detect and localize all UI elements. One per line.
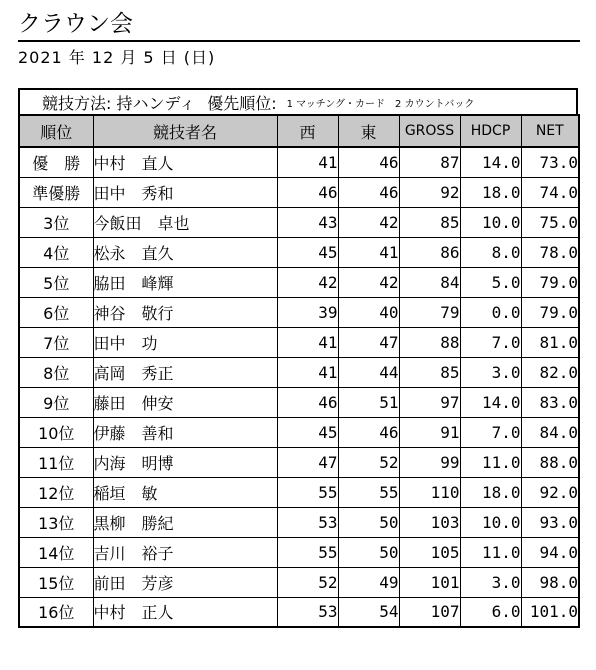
player-name-cell: 黒柳 勝紀 <box>93 507 277 537</box>
handicap-cell: 10.0 <box>460 507 521 537</box>
west-score-cell: 55 <box>277 477 338 507</box>
table-row <box>19 567 579 597</box>
table-row <box>19 207 579 237</box>
east-score-cell: 42 <box>338 207 399 237</box>
gross-score-cell: 97 <box>399 387 460 417</box>
competition-method-label: 競技方法: 持ハンディ <box>42 93 196 113</box>
gross-score-cell: 87 <box>399 147 460 177</box>
net-score-cell: 94.0 <box>521 537 579 567</box>
rank-cell: 7位 <box>19 327 93 357</box>
gross-score-cell: 85 <box>399 357 460 387</box>
east-score-cell: 50 <box>338 507 399 537</box>
handicap-cell: 14.0 <box>460 147 521 177</box>
rank-cell: 11位 <box>19 447 93 477</box>
net-score-cell: 82.0 <box>521 357 579 387</box>
east-score-cell: 49 <box>338 567 399 597</box>
gross-score-cell: 86 <box>399 237 460 267</box>
east-score-cell: 54 <box>338 597 399 627</box>
handicap-cell: 5.0 <box>460 267 521 297</box>
header-hdcp: HDCP <box>460 115 521 147</box>
east-score-cell: 51 <box>338 387 399 417</box>
east-score-cell: 47 <box>338 327 399 357</box>
table-row <box>19 297 579 327</box>
handicap-cell: 11.0 <box>460 537 521 567</box>
east-score-cell: 52 <box>338 447 399 477</box>
gross-score-cell: 79 <box>399 297 460 327</box>
gross-score-cell: 103 <box>399 507 460 537</box>
player-name-cell: 藤田 伸安 <box>93 387 277 417</box>
west-score-cell: 46 <box>277 177 338 207</box>
net-score-cell: 75.0 <box>521 207 579 237</box>
handicap-cell: 7.0 <box>460 417 521 447</box>
handicap-cell: 10.0 <box>460 207 521 237</box>
handicap-cell: 18.0 <box>460 477 521 507</box>
net-score-cell: 83.0 <box>521 387 579 417</box>
west-score-cell: 45 <box>277 237 338 267</box>
rank-cell: 準優勝 <box>19 177 93 207</box>
rank-cell: 4位 <box>19 237 93 267</box>
header-gross: GROSS <box>399 115 460 147</box>
competition-method-bar <box>18 88 578 114</box>
net-score-cell: 79.0 <box>521 297 579 327</box>
west-score-cell: 43 <box>277 207 338 237</box>
handicap-cell: 6.0 <box>460 597 521 627</box>
net-score-cell: 84.0 <box>521 417 579 447</box>
table-row <box>19 537 579 567</box>
handicap-cell: 18.0 <box>460 177 521 207</box>
handicap-cell: 0.0 <box>460 297 521 327</box>
header-east: 東 <box>338 115 399 147</box>
gross-score-cell: 107 <box>399 597 460 627</box>
gross-score-cell: 110 <box>399 477 460 507</box>
east-score-cell: 44 <box>338 357 399 387</box>
handicap-cell: 3.0 <box>460 567 521 597</box>
net-score-cell: 101.0 <box>521 597 579 627</box>
title-underline <box>18 40 580 42</box>
west-score-cell: 46 <box>277 387 338 417</box>
handicap-cell: 14.0 <box>460 387 521 417</box>
west-score-cell: 47 <box>277 447 338 477</box>
rank-cell: 10位 <box>19 417 93 447</box>
net-score-cell: 98.0 <box>521 567 579 597</box>
net-score-cell: 93.0 <box>521 507 579 537</box>
rank-cell: 15位 <box>19 567 93 597</box>
table-row <box>19 237 579 267</box>
player-name-cell: 高岡 秀正 <box>93 357 277 387</box>
rank-cell: 優 勝 <box>19 147 93 177</box>
west-score-cell: 53 <box>277 597 338 627</box>
net-score-cell: 92.0 <box>521 477 579 507</box>
gross-score-cell: 99 <box>399 447 460 477</box>
east-score-cell: 41 <box>338 237 399 267</box>
east-score-cell: 46 <box>338 177 399 207</box>
player-name-cell: 田中 秀和 <box>93 177 277 207</box>
net-score-cell: 88.0 <box>521 447 579 477</box>
header-rank: 順位 <box>19 115 93 147</box>
handicap-cell: 11.0 <box>460 447 521 477</box>
net-score-cell: 74.0 <box>521 177 579 207</box>
player-name-cell: 稲垣 敏 <box>93 477 277 507</box>
east-score-cell: 50 <box>338 537 399 567</box>
west-score-cell: 42 <box>277 267 338 297</box>
gross-score-cell: 101 <box>399 567 460 597</box>
table-row <box>19 357 579 387</box>
rank-cell: 3位 <box>19 207 93 237</box>
east-score-cell: 46 <box>338 147 399 177</box>
priority-label: 優先順位: <box>207 93 277 113</box>
page-title: クラウン会 <box>18 11 133 37</box>
net-score-cell: 81.0 <box>521 327 579 357</box>
player-name-cell: 内海 明博 <box>93 447 277 477</box>
player-name-cell: 中村 正人 <box>93 597 277 627</box>
event-date: 2021 年 12 月 5 日 (日) <box>18 48 216 67</box>
handicap-cell: 7.0 <box>460 327 521 357</box>
rank-cell: 6位 <box>19 297 93 327</box>
table-row <box>19 147 579 177</box>
net-score-cell: 73.0 <box>521 147 579 177</box>
west-score-cell: 53 <box>277 507 338 537</box>
player-name-cell: 松永 直久 <box>93 237 277 267</box>
handicap-cell: 3.0 <box>460 357 521 387</box>
east-score-cell: 42 <box>338 267 399 297</box>
priority-list: 1 マッチング・カード 2 カウントバック <box>286 98 475 110</box>
player-name-cell: 伊藤 善和 <box>93 417 277 447</box>
table-row <box>19 177 579 207</box>
west-score-cell: 55 <box>277 537 338 567</box>
player-name-cell: 吉川 裕子 <box>93 537 277 567</box>
east-score-cell: 46 <box>338 417 399 447</box>
handicap-cell: 8.0 <box>460 237 521 267</box>
west-score-cell: 41 <box>277 147 338 177</box>
west-score-cell: 41 <box>277 327 338 357</box>
player-name-cell: 田中 功 <box>93 327 277 357</box>
player-name-cell: 中村 直人 <box>93 147 277 177</box>
player-name-cell: 今飯田 卓也 <box>93 207 277 237</box>
gross-score-cell: 92 <box>399 177 460 207</box>
rank-cell: 9位 <box>19 387 93 417</box>
table-row <box>19 447 579 477</box>
net-score-cell: 78.0 <box>521 237 579 267</box>
west-score-cell: 45 <box>277 417 338 447</box>
gross-score-cell: 84 <box>399 267 460 297</box>
table-row <box>19 267 579 297</box>
gross-score-cell: 91 <box>399 417 460 447</box>
gross-score-cell: 105 <box>399 537 460 567</box>
results-table <box>18 114 580 628</box>
table-row <box>19 417 579 447</box>
gross-score-cell: 85 <box>399 207 460 237</box>
table-row <box>19 507 579 537</box>
east-score-cell: 40 <box>338 297 399 327</box>
table-row <box>19 387 579 417</box>
header-net: NET <box>521 115 579 147</box>
east-score-cell: 55 <box>338 477 399 507</box>
west-score-cell: 39 <box>277 297 338 327</box>
table-row <box>19 477 579 507</box>
table-row <box>19 597 579 627</box>
header-west: 西 <box>277 115 338 147</box>
table-row <box>19 327 579 357</box>
player-name-cell: 脇田 峰輝 <box>93 267 277 297</box>
west-score-cell: 41 <box>277 357 338 387</box>
net-score-cell: 79.0 <box>521 267 579 297</box>
table-header-row <box>19 115 579 147</box>
rank-cell: 14位 <box>19 537 93 567</box>
player-name-cell: 前田 芳彦 <box>93 567 277 597</box>
rank-cell: 16位 <box>19 597 93 627</box>
player-name-cell: 神谷 敬行 <box>93 297 277 327</box>
rank-cell: 5位 <box>19 267 93 297</box>
header-player-name: 競技者名 <box>93 115 277 147</box>
rank-cell: 12位 <box>19 477 93 507</box>
gross-score-cell: 88 <box>399 327 460 357</box>
results-body <box>19 147 579 627</box>
rank-cell: 13位 <box>19 507 93 537</box>
west-score-cell: 52 <box>277 567 338 597</box>
rank-cell: 8位 <box>19 357 93 387</box>
